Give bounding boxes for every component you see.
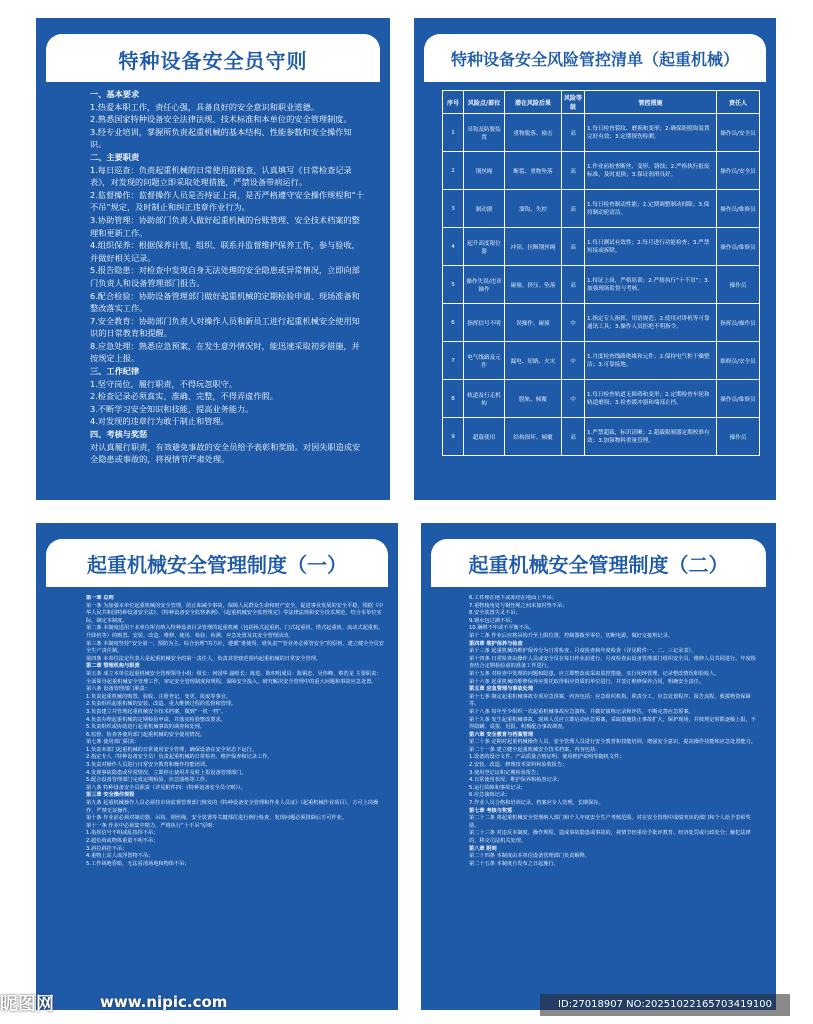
- cell-owner: 操作员/维修员: [717, 228, 760, 266]
- text-line: 1.设备的设计文件、产品质量合格证明、使用维护说明等随机文件；: [469, 754, 625, 761]
- text-line: 2.负责组织起重机械的安装、改造、重大维修过程的监督和管理。: [86, 701, 237, 708]
- cell-risk: 结构损坏、倾覆: [505, 418, 562, 456]
- system-two-body: [469, 595, 761, 1003]
- text-line: 4.组织保养：根据保养计划，组织、联系并监督维护保养工作，参与验收，并做好相关记录。: [90, 240, 360, 263]
- guard-rules-body: [90, 88, 366, 494]
- text-line: 第九条 起重机械操作人员必须持市场监督管理部门核发的《特种设备安全管理和作业人员证》（起重机械作业项目），方可上岗操作，严禁无证操作。: [86, 800, 379, 814]
- text-line: 第二十二条 将起重机械安全管理纳入部门和个人年度安全生产考核范围。对在安全管理中成绩突出的部门和个人给予表彰奖励。: [469, 815, 751, 829]
- cell-measures: 1.月度检查线路绝缘和元件；2.保持电气柜干燥整洁；3.可靠接地。: [585, 342, 717, 380]
- cell-no: 6: [443, 304, 464, 342]
- cell-measures: 1.作业前检查断丝、变形、锈蚀；2.严格执行报废标准，及时更换；3.保证润滑良好。: [585, 152, 717, 190]
- text-line: 4.日常使用状况、维护保养和检查记录；: [469, 777, 563, 784]
- text-line: 第二十一条 建立健全起重机械安全技术档案，内容包括：: [469, 746, 601, 753]
- text-line: 8.安全装置失灵不吊；: [469, 610, 521, 617]
- text-line: 第十八条 每年至少组织一次起重机械事故应急演练，并做好演练记录和评估，不断完善应急预案。: [469, 708, 694, 715]
- text-line: 4.负责办理起重机械的定期检验申请，并落实检验整改要求。: [86, 716, 226, 723]
- text-line: 第一条 为加强本单位起重机械的安全管理，防止和减少事故，保障人民群众生命和财产安全，促进事业发展的安全平稳，根据《中华人民共和国特种设备安全法》、《特种设备安全监察条例》、《起重机械安全监督规定》等法律法规和安全技术规范，结合本单位实际，制定本制度。: [86, 602, 384, 624]
- risk-list-panel: [414, 18, 776, 500]
- text-line: 第十条 作业前必须对制动器、吊钩、钢丝绳、安全装置等关键部位进行例行检查，发现问题必须排除后方可作业。: [86, 815, 348, 822]
- risk-list-title-card: [424, 34, 766, 82]
- table-row: [443, 114, 760, 152]
- cell-point: 吊钩及防脱装置: [464, 114, 505, 152]
- cell-point: 电气线路及元件: [464, 342, 505, 380]
- text-line: 3.不断学习安全知识和技能，提高业务能力。: [90, 403, 254, 414]
- risk-table: [442, 90, 760, 456]
- cell-point: 操作失误/违章操作: [464, 266, 505, 304]
- text-line: 1.负责本部门起重机械的日常使用安全管理，确保设备在安全状态下运行。: [86, 746, 257, 753]
- cell-level: 中: [562, 380, 585, 418]
- table-row: [443, 266, 760, 304]
- system-two-panel: [421, 523, 776, 1010]
- risk-list-title: 特种设备安全风险管控清单（起重机械）: [450, 50, 739, 69]
- cell-measures: 1.每日测试有效性；2.每月进行功能检查；3.严禁短接或拆除。: [585, 228, 717, 266]
- cell-level: 高: [562, 266, 585, 304]
- system-one-body: [86, 595, 384, 1003]
- cell-risk: 脱轨、倾覆: [505, 380, 562, 418]
- col-point: 风险点/部位: [464, 91, 505, 114]
- text-line: 6.配合检验：协助设备管理部门做好起重机械的定期检验申请、现场准备和整改落实工作。: [90, 290, 360, 314]
- text-line: 5.工作场地昏暗，无法看清场地和物体不吊；: [86, 860, 190, 867]
- text-line: 1.指挥信号不明或乱指挥不吊；: [86, 830, 159, 837]
- cell-no: 5: [443, 266, 464, 304]
- col-owner: 责任人: [717, 91, 760, 114]
- watermark-id: ID:27018907 NO:20251022165703419100: [540, 994, 790, 1016]
- section-heading: 第四章 维护保养与检查: [469, 640, 523, 647]
- text-line: 第二十三条 对违反本制度、操作规程，造成事故隐患或事故的，视情节轻重给予批评教育、经济处罚或行政处分；触犯法律的，移交司法机关处理。: [469, 830, 751, 844]
- cell-level: 中: [562, 304, 585, 342]
- cell-point: 超载使用: [464, 418, 505, 456]
- cell-no: 8: [443, 380, 464, 418]
- text-line: 5.负责组织或协助进行起重机械事故的调查和处理。: [86, 724, 206, 731]
- system-two-title-card: [431, 539, 766, 587]
- text-line: 10.捆绑不牢或不平衡不吊。: [469, 625, 535, 632]
- text-line: 2.指定专人（特种设备安全员）负责起重机械的日常检查、维护保养和记录工作。: [86, 754, 273, 761]
- cell-point: 轨道及行走机构: [464, 380, 505, 418]
- table-row: [443, 190, 760, 228]
- table-row: [443, 152, 760, 190]
- text-line: 第十六条 起重机械的维修保养应委托取得相应资质的单位进行，并签订维修保养合同，明确安全责任。: [469, 678, 705, 685]
- text-line: 5.运行故障和事故记录；: [469, 784, 526, 791]
- section-heading: 第六章 安全教育与档案管理: [469, 731, 534, 738]
- cell-level: 高: [562, 228, 585, 266]
- text-line: 1.每日巡查：负责起重机械的日常使用前检查，认真填写《日常检查记录表》，对发现的问题立即采取处理措施，严禁设备带病运行。: [90, 164, 352, 188]
- cell-measures: 1.每日检查轨道无障碍和变形；2.定期检查车轮和轨道磨损；3.检查缓冲器和端部止挡。: [585, 380, 717, 418]
- cell-measures: 1.指定专人指挥，用语规范；2.使用对讲机等可靠通讯工具；3.操作人员拒绝不明指令。: [585, 304, 717, 342]
- guard-rules-panel: [36, 18, 390, 500]
- table-row: [443, 418, 760, 456]
- text-line: 7.作业人员合格和培训记录。档案应专人管理，长期保存。: [469, 800, 604, 807]
- risk-table-body: [443, 114, 760, 456]
- cell-no: 9: [443, 418, 464, 456]
- table-row: [443, 380, 760, 418]
- text-line: 2.熟悉国家特种设备安全法律法规、技术标准和本单位的安全管理制度。: [90, 114, 352, 125]
- col-risk: 潜在风险后果: [505, 91, 562, 114]
- cell-point: 起升高度限位器: [464, 228, 505, 266]
- section-heading: 四、考核与奖惩: [90, 429, 148, 440]
- cell-level: 高: [562, 152, 585, 190]
- text-line: 第五条 成立本单位起重机械安全管理领导小组：组长：何国华 副组长：陈进、陈炽明成员：陈锡忠、吴伟峰、蔡浩龙 主要职责：全面领导起重机械安全管理工作，审定安全管理制度和规程，保障安全投入，研究解决安全管理中的重大问题和事故应急处置。: [86, 670, 382, 685]
- text-line: 4.重物上站人或浮置物不吊；: [86, 853, 154, 860]
- guard-rules-title-card: [46, 34, 380, 82]
- text-line: 第四条 本单位法定代表人是起重机械安全的第一责任人，负责其管辖范围内起重机械的日常安全管理。: [86, 655, 322, 662]
- watermark-logo: 昵图网: [0, 994, 54, 1015]
- watermark-url: www.nipic.com: [100, 993, 228, 1011]
- table-row: [443, 228, 760, 266]
- text-line: 1.负责起重机械的购置、验收、注册登记、变更、报废等事宜。: [86, 693, 232, 700]
- text-line: 6.监督、检查各使用部门起重机械的安全使用情况。: [86, 731, 206, 738]
- cell-point: 指挥信号不明: [464, 304, 505, 342]
- section-heading: 二、主要职责: [90, 151, 140, 162]
- text-line: 7.安全教育：协助部门负责人对操作人员和新员工进行起重机械安全使用知识的日常教育和提醒。: [90, 315, 360, 339]
- system-one-title-card: [46, 539, 388, 587]
- cell-no: 2: [443, 152, 464, 190]
- text-line: 第十五条 对检查中发现的问题和隐患，应立即整改或采取监控措施，实行闭环管理，记录整改情况和验收人。: [469, 670, 720, 677]
- section-heading: 第三章 安全操作规程: [86, 792, 135, 799]
- text-line: 1.热爱本职工作，责任心强，具备良好的安全意识和职业道德。: [90, 101, 319, 112]
- cell-measures: 1.持证上岗，严格培训；2.严格执行“十不吊”；3.加强现场监督与考核。: [585, 266, 717, 304]
- cell-no: 7: [443, 342, 464, 380]
- cell-owner: 操作员/安全员: [717, 114, 760, 152]
- cell-owner: 操作员/安全员: [717, 152, 760, 190]
- cell-measures: 1.每日检查裂纹、磨损和变形；2.确保防脱钩装置完好有效；3.定期探伤检测。: [585, 114, 717, 152]
- col-level: 风险等级: [562, 91, 585, 114]
- text-line: 7.重物棱角处与钢丝绳之间未加衬垫不吊；: [469, 602, 568, 609]
- cell-level: 高: [562, 190, 585, 228]
- text-line: 8.应急处理：熟悉应急预案，在发生意外情况时，能迅速采取初步措施，并按规定上报。: [90, 340, 360, 364]
- text-line: 对认真履行职责，有效避免事故的安全员给予表彰和奖励。对因失职造成安全隐患或事故的，将视情节严肃处理。: [90, 441, 361, 465]
- text-line: 4.发现事故隐患或异常情况，立即停止使用并及时上报设备管理部门。: [86, 769, 247, 776]
- text-line: 第二十五条 本制度自发布之日起施行。: [469, 860, 559, 867]
- text-line: 4.对发现的违章行为敢于制止和管理。: [90, 416, 229, 427]
- cell-risk: 冲顶、拉断钢丝绳: [505, 228, 562, 266]
- system-two-title: 起重机械安全管理制度（二）: [468, 553, 729, 577]
- text-line: 3.负责建立并管理起重机械安全技术档案，做到“一机一档”。: [86, 708, 227, 715]
- cell-owner: 操作员: [717, 418, 760, 456]
- guard-rules-title: 特种设备安全员守则: [118, 49, 308, 73]
- text-line: 第十二条 作业后应将吊钩升至上限位置，控制器拨至零位，切断电源，做好交接班记录。: [469, 632, 673, 639]
- cell-no: 4: [443, 228, 464, 266]
- text-line: 2.安装、改造、修理技术资料和验收报告；: [469, 762, 568, 769]
- text-line: 第二十四条 本制度由本单位设备管理部门负责解释。: [469, 853, 590, 860]
- cell-level: 高: [562, 114, 585, 152]
- text-line: 3.协助管理：协助部门负责人做好起重机械的台账管理、安全技术档案的整理和更新工作。: [90, 214, 360, 238]
- text-line: 6.应急演练记录；: [469, 792, 511, 799]
- cell-point: 制动器: [464, 190, 505, 228]
- text-line: 第六条 设备管理部门职责：: [86, 686, 150, 693]
- cell-owner: 操作员/维修员: [717, 190, 760, 228]
- cell-risk: 漏电、短路、火灾: [505, 342, 562, 380]
- cell-risk: 碰撞、挤压、坠落: [505, 266, 562, 304]
- text-line: 第十七条 制定起重机械事故专项应急预案，内容包括：应急组织机构、职责分工、应急处置程序、报告流程、救援物资保障等。: [469, 693, 751, 708]
- text-line: 第十一条 作业中必须集中精力，严格执行“十不吊”原则：: [86, 822, 218, 829]
- text-line: 第十四条 日常检查由操作人员或安全员在每日作业前进行。月度检查由设备管理部门组织安全员、维修人员共同进行。年度检查结合定期检验前的准备工作进行。: [469, 655, 756, 670]
- text-line: 第七条 使用部门职责：: [86, 739, 140, 746]
- text-line: 3.负责对操作人员进行日常安全教育和操作技能培训。: [86, 762, 211, 769]
- cell-owner: 操作员/维修员: [717, 380, 760, 418]
- cell-measures: 1.每日检查制动性能；2.定期调整制动间隙；3.保持制动轮清洁。: [585, 190, 717, 228]
- section-heading: 第五章 应急管理与事故处理: [469, 686, 534, 693]
- cell-risk: 断裂、重物坠落: [505, 152, 562, 190]
- cell-level: 中: [562, 342, 585, 380]
- section-heading: 三、工作纪律: [90, 366, 140, 377]
- cell-no: 3: [443, 190, 464, 228]
- text-line: 第十三条 起重机械的维护保养分为日常检查、月度检查和年度检查（详见附件一、二、三记录表）。: [469, 648, 697, 655]
- table-row: [443, 304, 760, 342]
- text-line: 6.工件埋在地下或冻结在地面上不吊；: [469, 595, 557, 601]
- cell-owner: 指挥员/操作员: [717, 304, 760, 342]
- system-one-title: 起重机械安全管理制度（一）: [87, 553, 347, 577]
- text-line: 3.经专业培训，掌握所负责起重机械的基本结构、性能参数和安全操作知识。: [90, 126, 352, 150]
- cell-point: 钢丝绳: [464, 152, 505, 190]
- cell-risk: 溜钩、失控: [505, 190, 562, 228]
- text-line: 第二条 本制度适用于本单位所有纳入特种设备目录管理的起重机械（包括桥式起重机、门式起重机、塔式起重机、流动式起重机、升降机等）的购置、安装、改造、维修、使用、检验、检测、应急处置及其安全管理活动。: [86, 625, 384, 639]
- text-line: 5.报告隐患：对检查中发现自身无法处理的安全隐患或异常情况，立即向部门负责人和设备管理部门报告。: [90, 265, 360, 288]
- text-line: 第二十条 定期对起重机械操作人员、安全管理人员进行安全教育和技能培训，增强安全意识，提高操作技能和应急处置能力。: [469, 739, 756, 746]
- text-line: 5.配合设备管理部门完成定期检验、应急演练等工作。: [86, 777, 211, 784]
- cell-owner: 操作员: [717, 266, 760, 304]
- section-heading: 第八章 附则: [469, 845, 497, 852]
- cell-measures: 1.严禁超载，标识清晰；2.超载限制器定期校准有效；3.加强物料重量管理。: [585, 418, 717, 456]
- section-heading: 第二章 管理机构与职责: [86, 663, 140, 670]
- col-measures: 管控措施: [585, 91, 717, 114]
- text-line: 第八条 特种设备安全员职责（详见附件四：《特种设备安全员守则》）。: [86, 784, 246, 791]
- cell-risk: 重物脱落、撞击: [505, 114, 562, 152]
- text-line: 第十九条 发生起重机械事故，现场人员应立即启动应急预案，采取措施防止事故扩大，保护现场，并按规定时限逐级上报，不得隐瞒、谎报、迟报。积极配合事故调查。: [469, 716, 756, 731]
- section-heading: 第七章 考核与奖惩: [469, 807, 513, 814]
- section-heading: 一、基本要求: [90, 89, 140, 99]
- text-line: 3.斜拉斜挂不吊；: [86, 845, 128, 852]
- cell-level: 高: [562, 418, 585, 456]
- text-line: 9.钢水包过满不吊；: [469, 617, 516, 624]
- table-row: [443, 342, 760, 380]
- text-line: 第三条 本制度坚持“安全第一、预防为主、综合治理”的方针，遵循“谁使用、谁负责”“管业务必须管安全”的原则，建立健全全员安全生产责任制。: [86, 640, 384, 655]
- section-heading: 第一章 总则: [86, 595, 114, 601]
- text-line: 2.监督操作：监督操作人员是否持证上岗，是否严格遵守安全操作规程和“十不吊”规定，及时制止和纠正违章作业行为。: [90, 189, 365, 213]
- cell-no: 1: [443, 114, 464, 152]
- risk-table-header: [443, 91, 760, 114]
- text-line: 3.使用登记证和定期检验报告；: [469, 769, 542, 776]
- text-line: 1.坚守岗位，履行职责，不得玩忽职守。: [90, 378, 237, 389]
- col-no: 序号: [443, 91, 464, 114]
- cell-risk: 误操作、碰撞: [505, 304, 562, 342]
- system-one-panel: [36, 523, 398, 1010]
- text-line: 2.检查记录必须真实、准确、完整，不得弄虚作假。: [90, 391, 278, 402]
- text-line: 2.超负荷或物体重量不明不吊；: [86, 838, 159, 844]
- cell-owner: 维修员/安全员: [717, 342, 760, 380]
